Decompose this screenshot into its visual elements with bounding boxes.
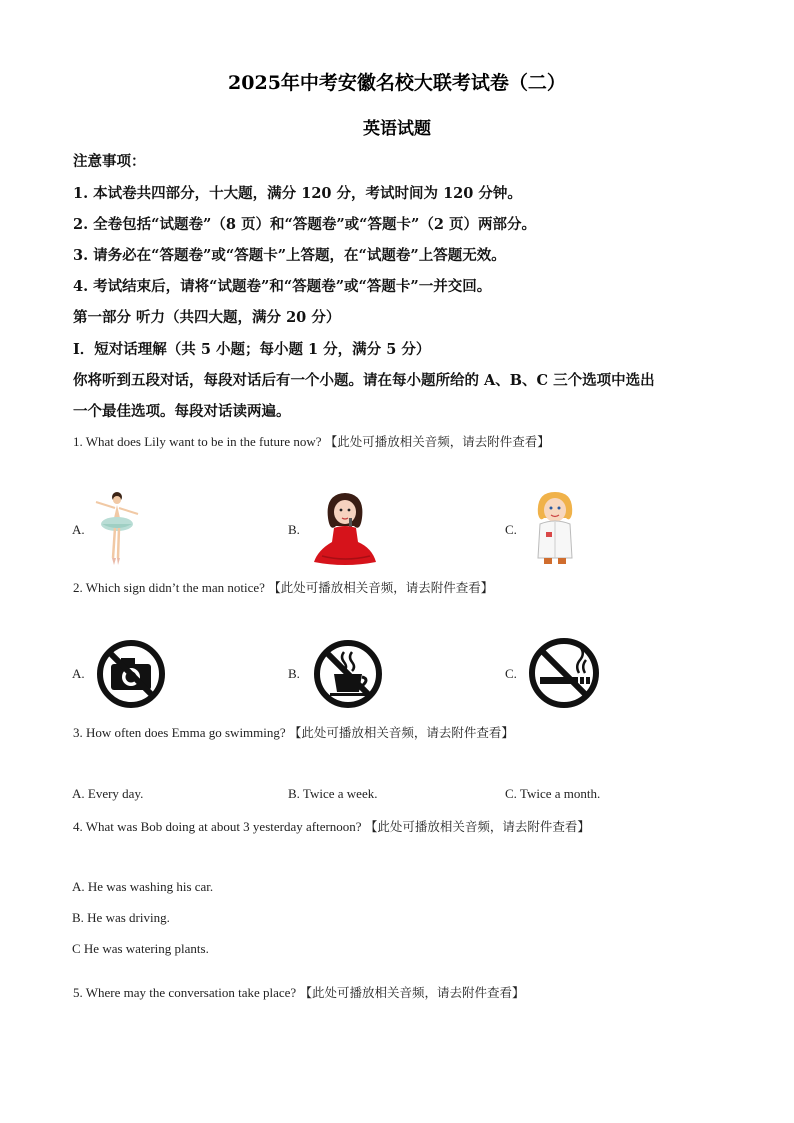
notice-heading: 注意事项：	[73, 153, 146, 170]
notice-item: 4. 考试结束后，请将“试题卷”和“答题卷”或“答题卡”一并交回。	[73, 278, 492, 295]
option-label[interactable]: A.	[72, 522, 85, 537]
option-label[interactable]: B.	[288, 666, 300, 681]
section-heading: Ⅰ．短对话理解（共 5 小题；每小题 1 分，满分 5 分）	[73, 341, 431, 358]
singer-image	[310, 488, 380, 568]
question-2	[73, 578, 493, 596]
question-4	[73, 817, 590, 835]
option-label[interactable]: C He was watering plants.	[72, 941, 209, 956]
exam-subtitle: 英语试题	[363, 119, 431, 139]
no-hot-drink-icon	[312, 638, 384, 710]
question-5	[73, 983, 524, 1001]
ballet-dancer-image	[88, 488, 144, 568]
option-label[interactable]: B.	[288, 522, 300, 537]
option-label[interactable]: B. Twice a week.	[288, 786, 378, 801]
no-smoking-icon	[527, 636, 601, 710]
audio-note[interactable]: 【此处可播放相关音频，请去附件查看】	[324, 434, 550, 449]
option-label[interactable]: C. Twice a month.	[505, 786, 601, 801]
no-camera-icon	[95, 638, 167, 710]
question-text: 1. What does Lily want to be in the future now?	[73, 434, 322, 449]
question-1	[73, 432, 550, 450]
notice-item: 2. 全卷包括“试题卷”（8 页）和“答题卷”或“答题卡”（2 页）两部分。	[73, 216, 536, 233]
question-text: 2. Which sign didn’t the man notice?	[73, 580, 265, 595]
option-label[interactable]: A. He was washing his car.	[72, 879, 214, 894]
instruction-line: 你将听到五段对话，每段对话后有一个小题。请在每小题所给的 A、B、C 三个选项中选出	[73, 372, 655, 389]
option-label[interactable]: C.	[505, 666, 517, 681]
question-text: 5. Where may the conversation take place?	[73, 985, 297, 1000]
audio-note[interactable]: 【此处可播放相关音频，请去附件查看】	[299, 985, 525, 1000]
part-heading: 第一部分 听力（共四大题，满分 20 分）	[73, 309, 341, 326]
option-label[interactable]: A. Every day.	[72, 786, 144, 801]
option-label[interactable]: B. He was driving.	[72, 910, 170, 925]
question-text: 3. How often does Emma go swimming?	[73, 725, 286, 740]
question-3	[73, 723, 514, 741]
exam-title: 2025年中考安徽名校大联考试卷（二）	[228, 72, 566, 94]
audio-note[interactable]: 【此处可播放相关音频，请去附件查看】	[268, 580, 494, 595]
question-text: 4. What was Bob doing at about 3 yesterday afternoon?	[73, 819, 362, 834]
instruction-line: 一个最佳选项。每段对话读两遍。	[73, 403, 291, 420]
option-label[interactable]: A.	[72, 666, 85, 681]
notice-item: 3. 请务必在“答题卷”或“答题卡”上答题，在“试题卷”上答题无效。	[73, 247, 506, 264]
audio-note[interactable]: 【此处可播放相关音频，请去附件查看】	[364, 819, 590, 834]
doctor-image	[530, 488, 580, 568]
audio-note[interactable]: 【此处可播放相关音频，请去附件查看】	[288, 725, 514, 740]
option-label[interactable]: C.	[505, 522, 517, 537]
notice-item: 1. 本试卷共四部分，十大题，满分 120 分，考试时间为 120 分钟。	[73, 185, 522, 202]
